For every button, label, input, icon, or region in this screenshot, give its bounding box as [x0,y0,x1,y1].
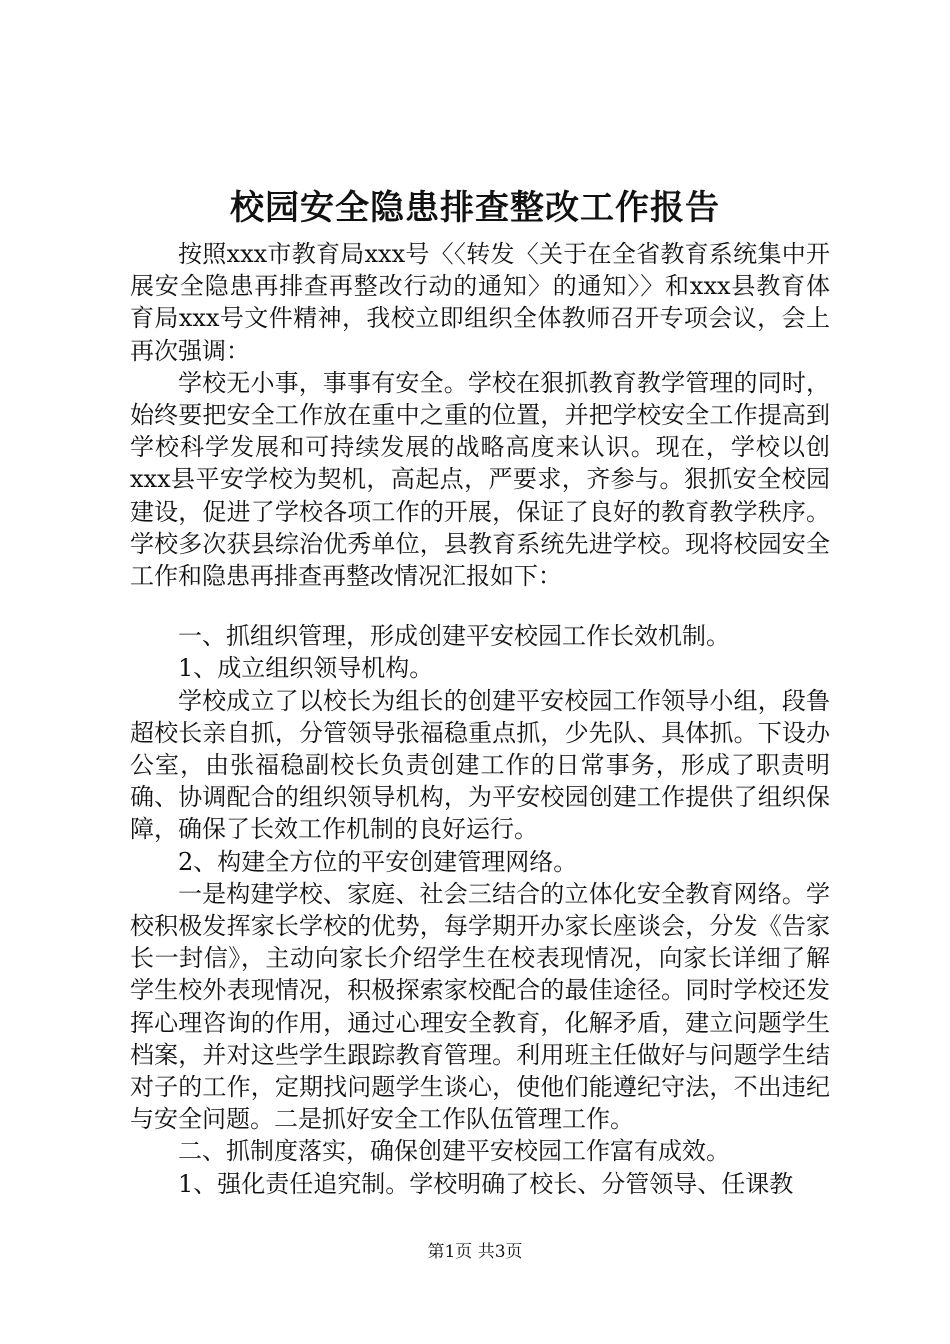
document-title: 校园安全隐患排查整改工作报告 [230,188,720,228]
heading-subsection-1-2: 2、构建全方位的平安创建管理网络。 [178,847,578,876]
page-footer: 第1页 共3页 [427,1242,523,1262]
paragraph-responsibility: 1、强化责任追究制。学校明确了校长、分管领导、任课教 [178,1169,794,1198]
paragraph-safety-emphasis: 学校无小事，事事有安全。学校在狠抓教育教学管理的同时，始终要把安全工作放在重中之重的位置，并把学校安全工作提高到学校科学发展和可持续发展的战略高度来认识。现在，学校以创xxx县平安学校为契机，高起点，严要求，齐参与。狠抓安全校园建设，促进了学校各项工作的开展，保证了良好的教育教学秩序。学校多次获县综治优秀单位，县教育系统先进学校。现将校园安全工作和隐患再排查再整改情况汇报如下： [130,368,830,591]
heading-section-1: 一、抓组织管理，形成创建平安校园工作长效机制。 [178,622,730,651]
heading-section-2: 二、抓制度落实，确保创建平安校园工作富有成效。 [178,1137,730,1166]
paragraph-intro: 按照xxx市教育局xxx号〈〈转发〈关于在全省教育系统集中开展安全隐患再排查再整改行动的通知〉的通知〉〉和xxx县教育体育局xxx号文件精神，我校立即组织全体教师召开专项会议，会上再次强调： [130,240,830,365]
heading-subsection-1-1: 1、成立组织领导机构。 [178,654,434,683]
paragraph-leadership-group: 学校成立了以校长为组长的创建平安校园工作领导小组，段鲁超校长亲自抓，分管领导张福稳重点抓，少先队、具体抓。下设办公室，由张福稳副校长负责创建工作的日常事务，形成了职责明确、协调配合的组织领导机构，为平安校园创建工作提供了组织保障，确保了长效工作机制的良好运行。 [130,686,830,844]
document-body [130,238,830,1200]
paragraph-education-network: 一是构建学校、家庭、社会三结合的立体化安全教育网络。学校积极发挥家长学校的优势，每学期开办家长座谈会，分发《告家长一封信》，主动向家长介绍学生在校表现情况，向家长详细了解学生校外表现情况，积极探索家校配合的最佳途径。同时学校还发挥心理咨询的作用，通过心理安全教育，化解矛盾，建立问题学生档案，并对这些学生跟踪教育管理。利用班主任做好与问题学生结对子的工作，定期找问题学生谈心，使他们能遵纪守法，不出违纪与安全问题。二是抓好安全工作队伍管理工作。 [130,879,830,1134]
